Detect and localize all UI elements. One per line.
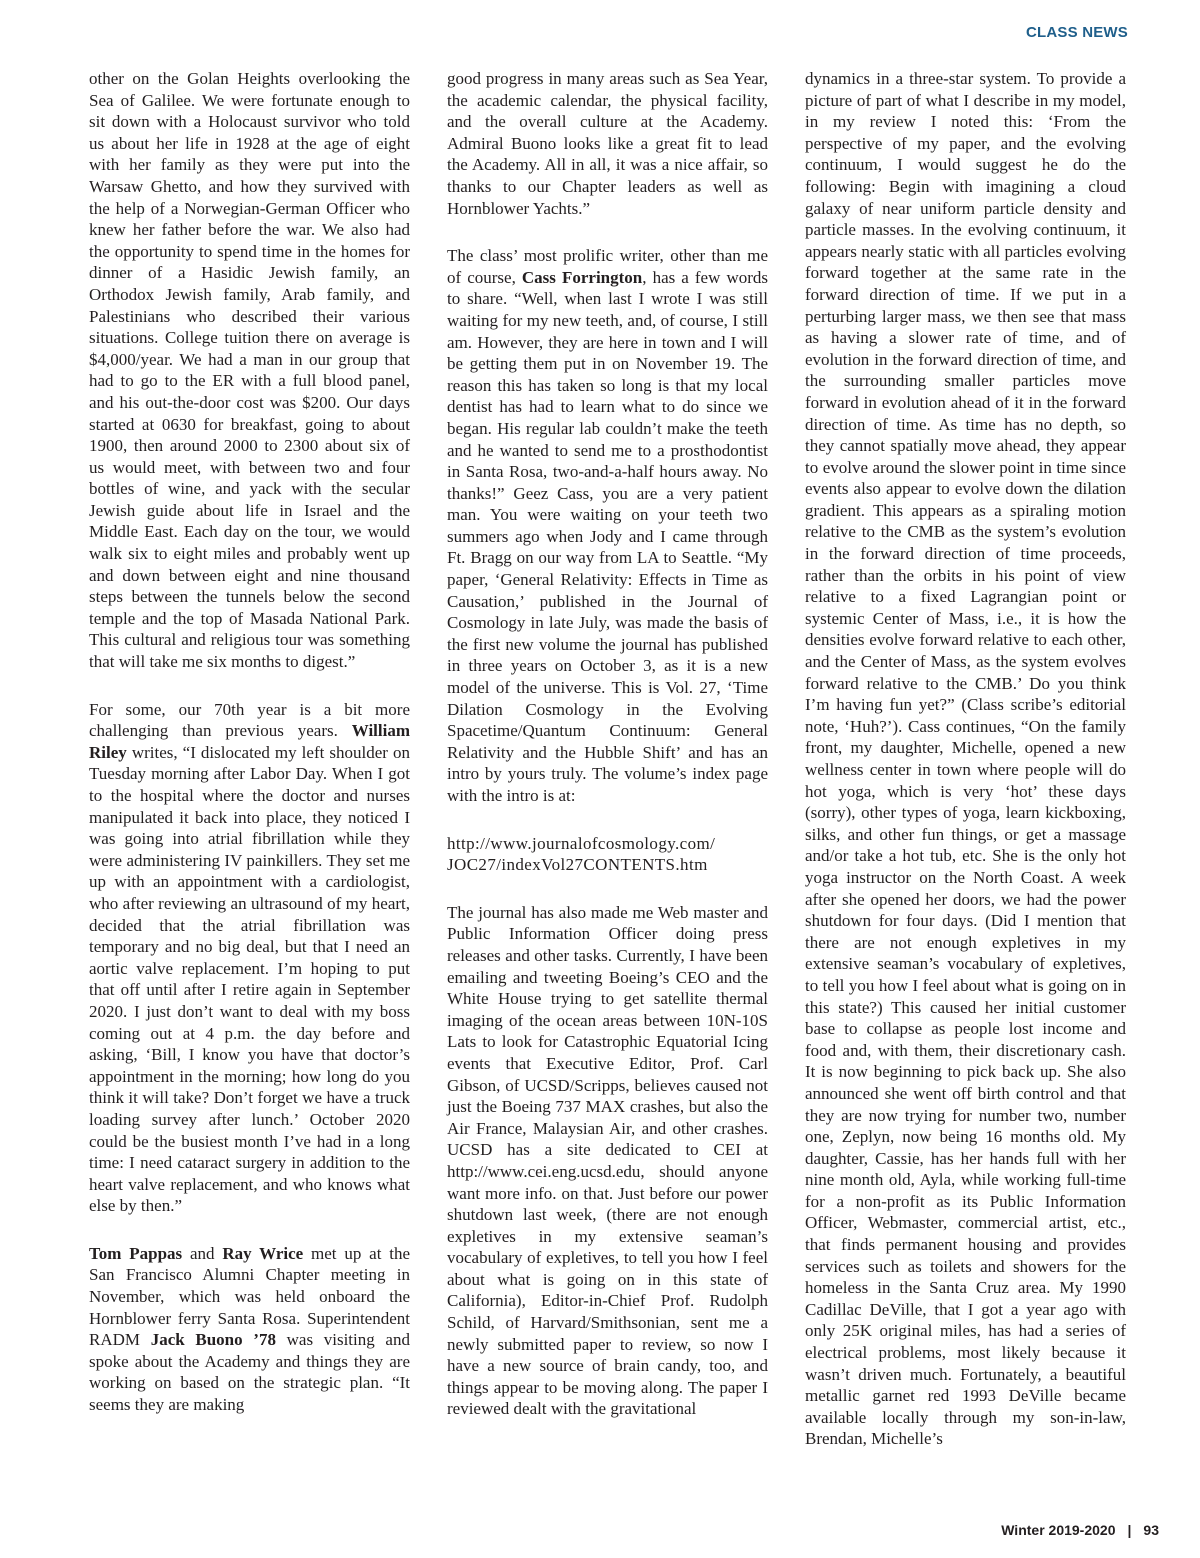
- name-ray-wrice: Ray Wrice: [222, 1243, 304, 1263]
- column-2: [447, 68, 768, 1446]
- section-header: CLASS NEWS: [1025, 24, 1128, 41]
- text: writes, “I dislocated my left shoulder on Tuesday morning after Labor Day. When I got to the hospital where the doctor and nurses manipulated it back into place, they noticed I was going into atrial fibrillation while they were administering IV painkillers. They set me up with an appointment with a cardiologist, who after reviewing an ultrasound of my heart, decided that the atrial fibrillation was temporary and no big deal, but that I need an aortic valve replacement. I’m hoping to put that off until after I retire again in September 2020. I just don’t want to deal with my boss coming out at 4 p.m. the day before and asking, ‘Bill, I know you have that doctor’s appointment in the morning; how long do you think it will take? Don’t forget we have a truck loading survey after lunch.’ October 2020 could be the busiest month I’ve had in a long time: I need cataract surgery in addition to the heart valve replacement, and who knows what else by then.”: [89, 742, 410, 1216]
- paragraph-academy-progress: good progress in many areas such as Sea Year, the academic calendar, the physical facility, and the overall culture at the Academy. Admiral Buono looks like a great fit to lead the Academy. All in all, it was a nice affair, so thanks to our Chapter leaders as well as Hornblower Yachts.”: [447, 69, 768, 218]
- text: , has a few words to share. “Well, when last I wrote I was still waiting for my new teeth, and, of course, I still am. However, they are here in town and I will be getting them put in on November 19. The reason this has taken so long is that my local dentist has had to learn what to do since we began. His regular lab couldn’t make the teeth and he wanted to send me to a prosthodontist in Santa Rosa, two-and-a-half hours away. No thanks!” Geez Cass, you are a very patient man. You were waiting on your teeth two summers ago when Jody and I came through Ft. Bragg on our way from LA to Seattle. “My paper, ‘General Relativity: Effects in Time as Causation,’ published in the Journal of Cosmology in late July, was made the basis of the first new volume the journal has published in three years on October 3, as it is a new model of the universe. This is Vol. 27, ‘Time Dilation Cosmology in the Evolving Spacetime/Quantum Continuum: General Relativity and the Hubble Shift’ and has an intro by yours truly. The volume’s index page with the intro is at:: [447, 267, 768, 805]
- text: For some, our 70th year is a bit more challenging than previous years.: [89, 699, 410, 741]
- name-tom-pappas: Tom Pappas: [89, 1243, 183, 1263]
- journal-url[interactable]: [447, 833, 768, 876]
- footer-separator: |: [1127, 1522, 1132, 1538]
- paragraph-pappas-wrice: [89, 1243, 410, 1416]
- column-3: [805, 68, 1126, 1476]
- url-line-2: JOC27/indexVol27CONTENTS.htm: [447, 855, 708, 875]
- text: was visiting and spoke about the Academy and things they are working on based on the strategic plan. “It seems they are making: [89, 1330, 410, 1415]
- text: and: [182, 1243, 223, 1263]
- url-line-1: http://www.journalofcosmology.com/: [447, 833, 716, 853]
- text: The class’ most prolific writer, other than me of course,: [447, 246, 768, 287]
- paragraph-israel-tour: other on the Golan Heights overlooking the Sea of Galilee. We were fortunate enough to sit down with a Holocaust survivor who told us about her life in 1928 at the age of eight with her family as they were put into the Warsaw Ghetto, and how they survived with the help of a Norwegian-German Officer who knew her father before the war. We also had the opportunity to spend time in the homes for dinner of a Hasidic Jewish family, an Orthodox Jewish family, Arab family, and Palestinians who described their various situations. College tuition there on average is $4,000/year. We had a man in our group that had to go to the ER with a full blood panel, and his out-the-door cost was $200. Our days started at 0630 for breakfast, going to about 1900, then around 2000 to 2300 about six of us would meet, with between two and four bottles of wine, and yack with the secular Jewish guide about life in Israel and the Middle East. Each day on the tour, we would walk six to eight miles and probably went up and down between eight and nine thousand steps between the tunnels below the second temple and the top of Masada National Park. This cultural and religious tour was something that will take me six months to digest.”: [89, 69, 410, 672]
- paragraph-cass-forrington: [447, 245, 768, 806]
- page-footer: [1001, 1522, 1159, 1538]
- text: met up at the San Francisco Alumni Chapter meeting in November, which was held onboard the Hornblower ferry Santa Rosa. Superintendent RADM: [89, 1243, 410, 1350]
- paragraph-journal-webmaster: The journal has also made me Web master and Public Information Officer doing press releases and other tasks. Currently, I have been emailing and tweeting Boeing’s CEO and the White House trying to get satellite thermal imaging of the ocean areas between 10N-10S Lats to look for Catastrophic Equatorial Icing events that Executive Editor, Prof. Carl Gibson, of UCSD/Scripps, believes caused not just the Boeing 737 MAX crashes, but also the Air France, Malaysian Air, and other crashes. UCSD has a site dedicated to CEI at http://www.cei.eng.ucsd.edu, should anyone want more info. on that. Just before our power shutdown last week, (there are not enough expletives in my extensive seaman’s vocabulary of expletives, to tell you how I feel about what is going on in this state of California), Editor-in-Chief Prof. Rudolph Schild, of Harvard/Smithsonian, sent me a newly submitted paper to review, so now I have a new source of brain candy, too, and things appear to be moving along. The paper I reviewed dealt with the gravitational: [447, 902, 768, 1419]
- page-number: 93: [1143, 1522, 1159, 1538]
- issue-label: Winter 2019-2020: [1001, 1522, 1116, 1538]
- paragraph-three-star-system: dynamics in a three-star system. To provide a picture of part of what I describe in my model, in my review I noted this: ‘From the perspective of my paper, and the evolving continuum, I would suggest he do the following: Begin with imagining a cloud galaxy of near uniform particle density and particle masses. In the evolving continuum, it appears nearly static with all particles evolving forward together at the same rate in the forward direction of time. If we put in a perturbing larger mass, we then see that mass as having a slower rate of time, and of evolution in the forward direction of time, and the surrounding smaller particles move forward in evolution ahead of it in the forward direction of time. As time has no depth, so they cannot spatially move ahead, they appear to evolve around the slower point in time since events also appear to evolve down the dilation gradient. This appears as a spiraling motion relative to the CMB as the system’s evolution in the forward direction of time proceeds, rather than the orbits in his point of view relative to a fixed Lagrangian point or systemic Center of Mass, i.e., it is how the densities evolve forward relative to each other, and the Center of Mass, as the system evolves forward relative to the CMB.’ Do you think I’m having fun yet?” (Class scribe’s editorial note, ‘Huh?’). Cass continues, “On the family front, my daughter, Michelle, opened a new wellness center in town where people will do hot yoga, which is very ‘hot’ these days (sorry), other types of yoga, learn kickboxing, silks, and other fun things, or get a massage and/or take a hot tub, etc. She is the only hot yoga instructor on the North Coast. A week after she opened her doors, we had the power shutdown for four days. (Did I mention that there are not enough expletives in my extensive seaman’s vocabulary of expletives, to tell you how I feel about what is going on in this state?) This caused her initial customer base to collapse as people lost income and food and, with them, their discretionary cash. It is now beginning to pick back up. She also announced she went off birth control and that they are now trying for number two, number one, Zeplyn, now being 16 months old. My daughter, Cassie, has her hands full with her nine month old, Ayla, while working full-time for a non-profit as its Public Information Officer, Webmaster, commercial artist, etc., that finds permanent housing and provides services such as toilets and showers for the homeless in the Santa Cruz area. My 1990 Cadillac DeVille, that I got a year ago with only 25K original miles, has had a series of electrical problems, most likely because it wasn’t driven much. Fortunately, a beautiful metallic garnet red 1993 DeVille became available locally through my son-in-law, Brendan, Michelle’s: [805, 69, 1126, 1449]
- name-cass-forrington: Cass Forrington: [521, 267, 643, 287]
- column-1: [89, 68, 410, 1442]
- paragraph-william-riley: [89, 699, 410, 1217]
- name-william-riley: William Riley: [89, 721, 410, 762]
- name-jack-buono: Jack Buono ’78: [150, 1330, 276, 1350]
